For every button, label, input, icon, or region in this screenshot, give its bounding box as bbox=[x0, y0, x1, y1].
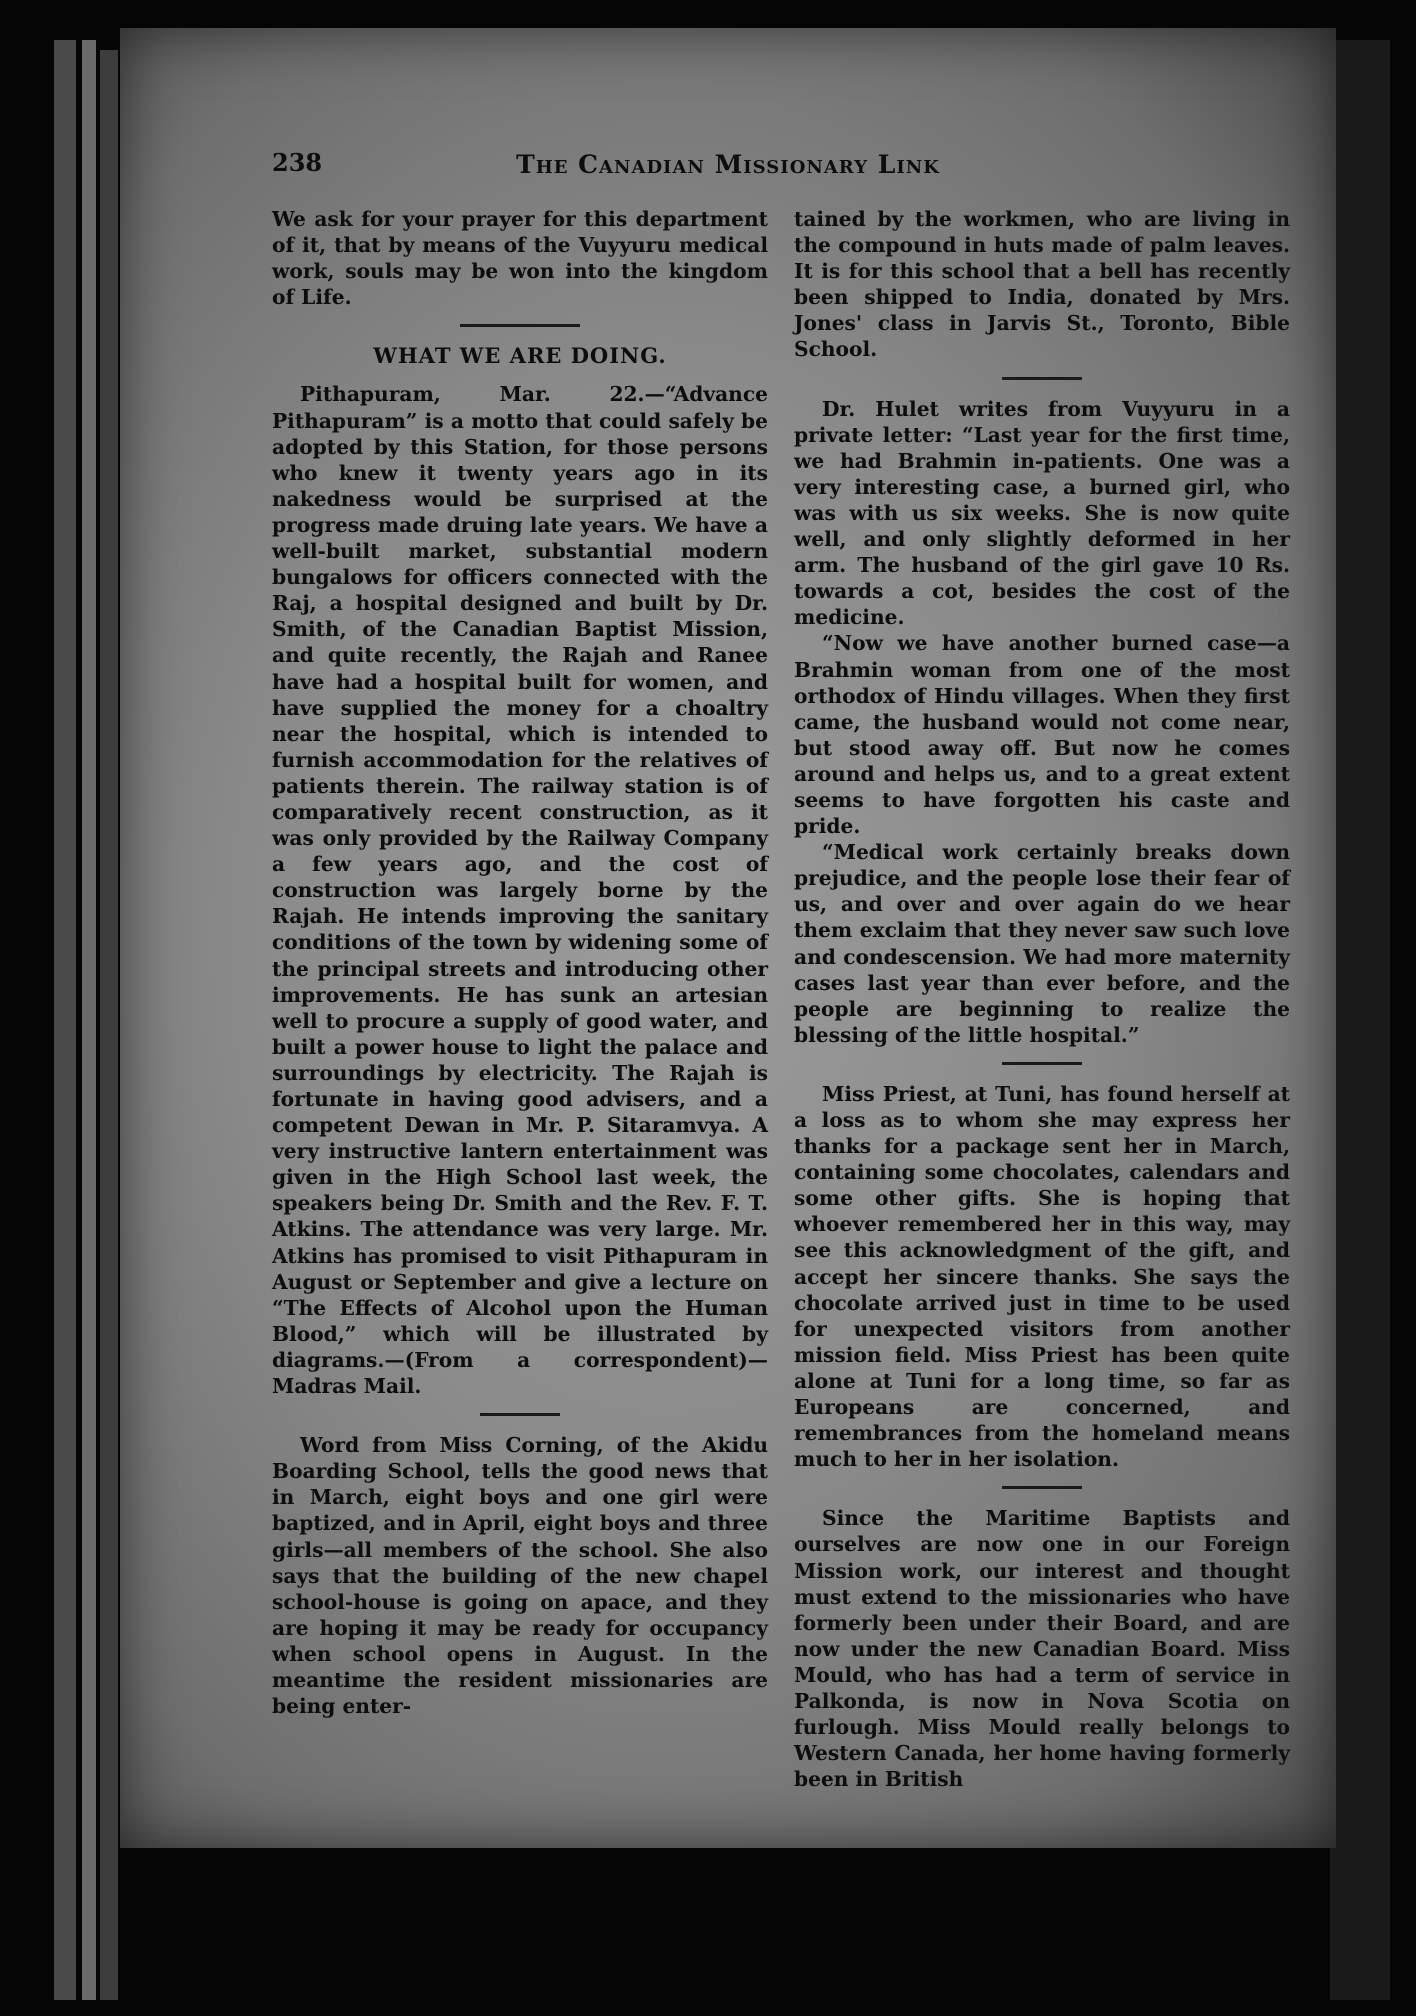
hulet-paragraph-1: Dr. Hulet writes from Vuyyuru in a private letter: “Last year for the first time, we had Brahmin in-patients. One was a very interesting case, a burned girl, who was with us six weeks. She is now quite well, and only slightly deformed in her arm. The husband of the girl gave 10 Rs. towards a cot, besides the cost of the medicine. bbox=[794, 396, 1290, 630]
continuation-paragraph: tained by the workmen, who are living in the compound in huts made of palm leaves. It is for this school that a bell has recently been shipped to India, donated by Mrs. Jones' class in Jarvis St., Toronto, Bible School. bbox=[794, 207, 1290, 362]
page-number: 238 bbox=[272, 148, 323, 177]
right-column bbox=[794, 206, 1290, 1792]
pithapuram-paragraph: Pithapuram, Mar. 22.—“Advance Pithapuram” is a motto that could safely be adopted by this Station, for those persons who knew it twenty years ago in its nakedness would be surprised at the progress made druing late years. We have a well-built market, substantial modern bungalows for officers connected with the Raj, a hospital designed and built by Dr. Smith, of the Canadian Baptist Mission, and quite recently, the Rajah and Ranee have had a hospital built for women, and have supplied the money for a choaltry near the hospital, which is intended to furnish accommodation for the relatives of patients therein. The railway station is of comparatively recent construction, as it was only provided by the Railway Company a few years ago, and the cost of construction was largely borne by the Rajah. He intends improving the sanitary conditions of the town by widening some of the principal streets and introducing other improvements. He has sunk an artesian well to procure a supply of good water, and built a power house to light the palace and surroundings by electricity. The Rajah is fortunate in having good advisers, and a competent Dewan in Mr. P. Sitaramvya. A very instructive lantern entertainment was given in the High School last week, the speakers being Dr. Smith and the Rev. F. T. Atkins. The attendance was very large. Mr. Atkins has promised to visit Pithapuram in August or September and give a lecture on “The Effects of Alcohol upon the Human Blood,” which will be illustrated by diagrams.—(From a correspondent)—Madras Mail. bbox=[272, 382, 768, 1399]
intro-paragraph: We ask for your prayer for this department of it, that by means of the Vuyyuru medical work, souls may be won into the kingdom of Life. bbox=[272, 207, 768, 310]
section-divider bbox=[1002, 1486, 1082, 1489]
hulet-paragraph-3: “Medical work certainly breaks down prejudice, and the people lose their fear of us, and over and over again do we hear them exclaim that they never saw such love and condescension. We had more maternity cases last year than ever before, and the people are beginning to realize the blessing of the little hospital.” bbox=[794, 840, 1290, 1047]
book-spine-edge bbox=[54, 40, 76, 2000]
section-divider bbox=[1002, 1062, 1082, 1065]
section-divider bbox=[460, 324, 580, 327]
maritime-paragraph: Since the Maritime Baptists and ourselves are now one in our Foreign Mission work, our interest and thought must extend to the missionaries who have formerly been under their Board, and are now under the new Canadian Board. Miss Mould, who has had a term of service in Palkonda, is now in Nova Scotia on furlough. Miss Mould really belongs to Western Canada, her home having formerly been in British bbox=[794, 1506, 1290, 1792]
section-divider bbox=[1002, 377, 1082, 380]
magazine-page bbox=[120, 28, 1336, 1848]
book-spine-edge bbox=[100, 50, 118, 2000]
section-heading: WHAT WE ARE DOING. bbox=[373, 343, 667, 369]
hulet-paragraph-2: “Now we have another burned case—a Brahmin woman from one of the most orthodox of Hindu villages. When they first came, the husband would not come near, but stood away off. But now he comes around and helps us, and to a great extent seems to have forgotten his caste and pride. bbox=[794, 631, 1290, 839]
priest-paragraph: Miss Priest, at Tuni, has found herself at a loss as to whom she may express her thanks for a package sent her in March, containing some chocolates, calendars and some other gifts. She is hoping that whoever remembered her in this way, may see this acknowledgment of the gift, and accept her sincere thanks. She says the chocolate arrived just in time to be used for unexpected visitors from another mission field. Miss Priest has been quite alone at Tuni for a long time, so far as Europeans are concerned, and remembrances from the homeland means much to her in her isolation. bbox=[794, 1081, 1290, 1472]
book-spine-edge bbox=[82, 40, 96, 2000]
page-right-edge bbox=[1330, 40, 1390, 2000]
running-title: The Canadian Missionary Link bbox=[516, 150, 940, 179]
akidu-paragraph: Word from Miss Corning, of the Akidu Boarding School, tells the good news that in March, eight boys and one girl were baptized, and in April, eight boys and three girls—all members of the school. She also says that the building of the new chapel school-house is going on apace, and they are hoping it may be ready for occupancy when school opens in August. In the meantime the resident missionaries are being enter- bbox=[272, 1433, 768, 1719]
section-divider bbox=[480, 1413, 560, 1416]
left-column bbox=[272, 206, 768, 1719]
